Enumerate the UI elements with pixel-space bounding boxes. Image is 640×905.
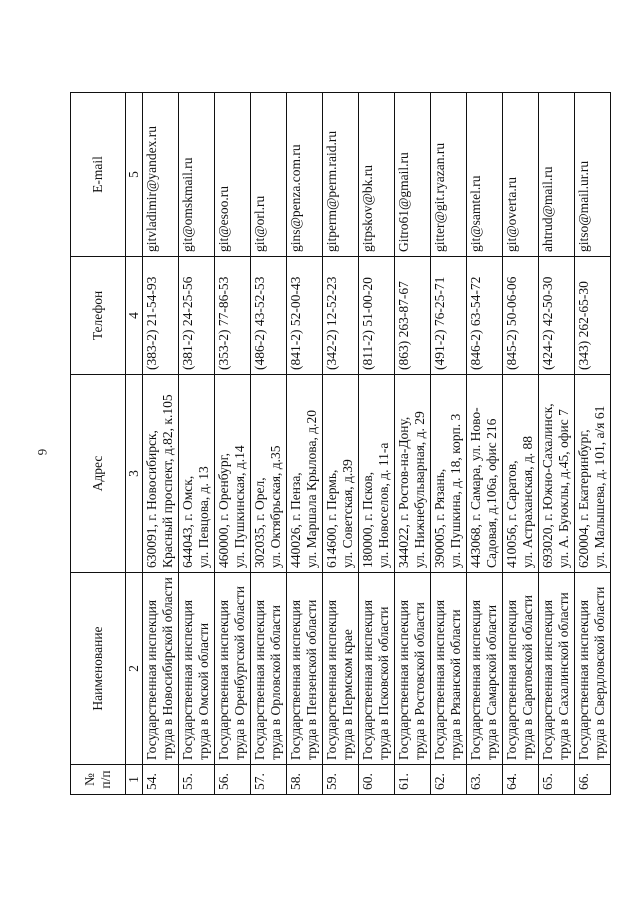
inspection-address-line: ул. Певцова, д. 13	[196, 466, 211, 568]
inspection-name-line: Государственная инспекция	[396, 599, 411, 760]
inspection-email: gitvladimir@yandex.ru	[143, 93, 179, 257]
row-number: 62.	[431, 765, 467, 795]
inspection-name-line: Государственная инспекция	[180, 599, 195, 760]
inspection-address	[251, 375, 287, 573]
inspection-email: gins@penza.com.ru	[287, 93, 323, 257]
inspection-address-line: 614600, г. Пермь,	[324, 469, 339, 568]
row-number: 57.	[251, 765, 287, 795]
inspection-name-line: Государственная инспекция	[252, 599, 267, 760]
row-number: 60.	[359, 765, 395, 795]
inspection-email: git@esoo.ru	[215, 93, 251, 257]
table-row	[539, 93, 575, 795]
inspection-name	[179, 573, 215, 765]
inspection-phone: (486-2) 43-52-53	[251, 257, 287, 375]
inspection-phone: (424-2) 42-50-30	[539, 257, 575, 375]
table-row	[431, 93, 467, 795]
table-row	[179, 93, 215, 795]
header-number: № п/п	[71, 765, 126, 795]
inspection-address-line: ул. Пушкина, д. 18, корп. 3	[448, 413, 463, 568]
inspection-name-line: Государственная инспекция	[540, 599, 555, 760]
inspection-address	[575, 375, 611, 573]
inspection-name-line: труда в Омской области	[196, 622, 211, 760]
inspection-name	[287, 573, 323, 765]
inspection-email: git@samtel.ru	[467, 93, 503, 257]
inspection-phone: (841-2) 52-00-43	[287, 257, 323, 375]
inspection-address-line: 440026, г. Пенза,	[288, 472, 303, 568]
inspection-phone: (863) 263-87-67	[395, 257, 431, 375]
inspection-email: gitperm@perm.raid.ru	[323, 93, 359, 257]
inspection-address	[359, 375, 395, 573]
header-email: E-mail	[71, 93, 126, 257]
inspection-name-line: труда в Ростовской области	[412, 602, 427, 760]
inspection-address-line: 460000, г. Оренбург,	[216, 453, 231, 568]
inspection-name-line: труда в Сахалинской области	[556, 592, 571, 760]
inspection-name-line: Государственная инспекция	[288, 599, 303, 760]
inspection-address	[215, 375, 251, 573]
inspection-address-line: ул. Малышева, д. 101, а/я 61	[592, 405, 607, 568]
inspection-name-line: труда в Оренбургской области	[232, 586, 247, 760]
inspection-name-line: Государственная инспекция	[144, 599, 159, 760]
row-number: 58.	[287, 765, 323, 795]
inspection-email: gitter@git.ryazan.ru	[431, 93, 467, 257]
inspection-email: git@omskmail.ru	[179, 93, 215, 257]
inspection-address-line: ул. Октябрьская, д.35	[268, 445, 283, 568]
row-number: 54.	[143, 765, 179, 795]
column-number: 4	[126, 257, 143, 375]
inspection-name-line: Государственная инспекция	[504, 599, 519, 760]
inspection-phone: (353-2) 77-86-53	[215, 257, 251, 375]
inspection-address	[179, 375, 215, 573]
column-number: 2	[126, 573, 143, 765]
inspection-email: ahtrud@mail.ru	[539, 93, 575, 257]
inspection-name	[431, 573, 467, 765]
inspection-address-line: 344022, г. Ростов-на-Дону,	[396, 416, 411, 568]
page-number: 6	[35, 448, 50, 456]
inspection-name	[575, 573, 611, 765]
inspection-address-line: 180000, г. Псков,	[360, 471, 375, 568]
inspection-name	[467, 573, 503, 765]
inspection-phone: (491-2) 76-25-71	[431, 257, 467, 375]
inspection-address-line: ул. Советская, д.39	[340, 459, 355, 568]
inspection-address	[143, 375, 179, 573]
inspection-address-line: Садовая, д.106а, офис 216	[484, 418, 499, 568]
inspection-email: gitso@mail.ur.ru	[575, 93, 611, 257]
inspection-phone: (343) 262-65-30	[575, 257, 611, 375]
inspection-name	[539, 573, 575, 765]
inspection-name	[395, 573, 431, 765]
inspection-name-line: труда в Саратовской области	[520, 594, 535, 760]
inspection-name-line: труда в Самарской области	[484, 604, 499, 760]
inspection-address-line: ул. Астраханская, д. 88	[520, 435, 535, 568]
inspection-address-line: ул. Нижнебульварная, д. 29	[412, 411, 427, 568]
inspection-address-line: 443068, г. Самара, ул. Ново-	[468, 407, 483, 568]
inspection-email: gitpskov@bk.ru	[359, 93, 395, 257]
inspection-name	[215, 573, 251, 765]
inspection-address-line: ул. Пушкинская, д.14	[232, 445, 247, 568]
inspection-email: Gitro61@gmail.ru	[395, 93, 431, 257]
table-row	[287, 93, 323, 795]
table-row	[215, 93, 251, 795]
inspections-table	[70, 92, 611, 795]
inspection-name-line: труда в Орловской области	[268, 605, 283, 760]
inspection-name-line: труда в Псковской области	[376, 606, 391, 760]
inspection-address-line: ул. Новоселов, д. 11-а	[376, 442, 391, 568]
table-row	[143, 93, 179, 795]
table-row	[467, 93, 503, 795]
inspection-address-line: 390005, г. Рязань,	[432, 468, 447, 568]
inspection-address-line: ул. А. Буюклы, д.45, офис 7	[556, 409, 571, 568]
inspection-address-line: ул. Маршала Крылова, д.20	[304, 410, 319, 568]
header-name: Наименование	[71, 573, 126, 765]
inspection-address-line: 410056, г. Саратов,	[504, 460, 519, 568]
inspection-name	[143, 573, 179, 765]
row-number: 59.	[323, 765, 359, 795]
inspection-address	[287, 375, 323, 573]
table-row	[575, 93, 611, 795]
inspection-name-line: труда в Новосибирской области	[160, 577, 175, 760]
inspection-address	[395, 375, 431, 573]
table-row	[323, 93, 359, 795]
inspection-email: git@orl.ru	[251, 93, 287, 257]
rotated-page-content	[70, 93, 610, 795]
inspection-name-line: труда в Пензенской области	[304, 599, 319, 760]
row-number: 55.	[179, 765, 215, 795]
inspection-address-line: 644043, г. Омск,	[180, 475, 195, 568]
inspection-address	[431, 375, 467, 573]
inspection-name	[503, 573, 539, 765]
inspection-name	[359, 573, 395, 765]
inspection-phone: (846-2) 63-54-72	[467, 257, 503, 375]
header-phone: Телефон	[71, 257, 126, 375]
header-row	[71, 93, 126, 795]
table-row	[359, 93, 395, 795]
inspection-phone: (381-2) 24-25-56	[179, 257, 215, 375]
column-numbers-row	[126, 93, 143, 795]
column-number: 1	[126, 765, 143, 795]
inspection-address-line: Красный проспект, д.82, к.105	[160, 394, 175, 568]
inspection-phone: (342-2) 12-52-23	[323, 257, 359, 375]
inspection-address	[467, 375, 503, 573]
inspection-phone: (383-2) 21-54-93	[143, 257, 179, 375]
inspection-name	[251, 573, 287, 765]
row-number: 64.	[503, 765, 539, 795]
inspection-name-line: Государственная инспекция	[360, 599, 375, 760]
table-row	[395, 93, 431, 795]
row-number: 63.	[467, 765, 503, 795]
inspection-name-line: Государственная инспекция	[432, 599, 447, 760]
inspection-name-line: Государственная инспекция	[216, 599, 231, 760]
inspection-phone: (845-2) 50-06-06	[503, 257, 539, 375]
inspection-address-line: 302035, г. Орел,	[252, 477, 267, 568]
inspection-phone: (811-2) 51-00-20	[359, 257, 395, 375]
inspection-address	[323, 375, 359, 573]
row-number: 56.	[215, 765, 251, 795]
inspection-name-line: Государственная инспекция	[468, 599, 483, 760]
row-number: 66.	[575, 765, 611, 795]
table-row	[503, 93, 539, 795]
row-number: 61.	[395, 765, 431, 795]
inspection-address-line: 693020, г. Южно-Сахалинск,	[540, 403, 555, 568]
inspection-email: git@overta.ru	[503, 93, 539, 257]
inspection-address	[539, 375, 575, 573]
inspection-name-line: Государственная инспекция	[576, 599, 591, 760]
inspection-address	[503, 375, 539, 573]
inspection-name-line: труда в Пермском крае	[340, 629, 355, 760]
inspection-name-line: труда в Свердловской области	[592, 586, 607, 760]
inspection-address-line: 620004, г. Екатеринбург,	[576, 429, 591, 568]
column-number: 5	[126, 93, 143, 257]
column-number: 3	[126, 375, 143, 573]
inspection-address-line: 630091, г. Новосибирск,	[144, 430, 159, 568]
inspection-name-line: Государственная инспекция	[324, 599, 339, 760]
inspection-name	[323, 573, 359, 765]
row-number: 65.	[539, 765, 575, 795]
header-address: Адрес	[71, 375, 126, 573]
table-row	[251, 93, 287, 795]
inspection-name-line: труда в Рязанской области	[448, 609, 463, 760]
